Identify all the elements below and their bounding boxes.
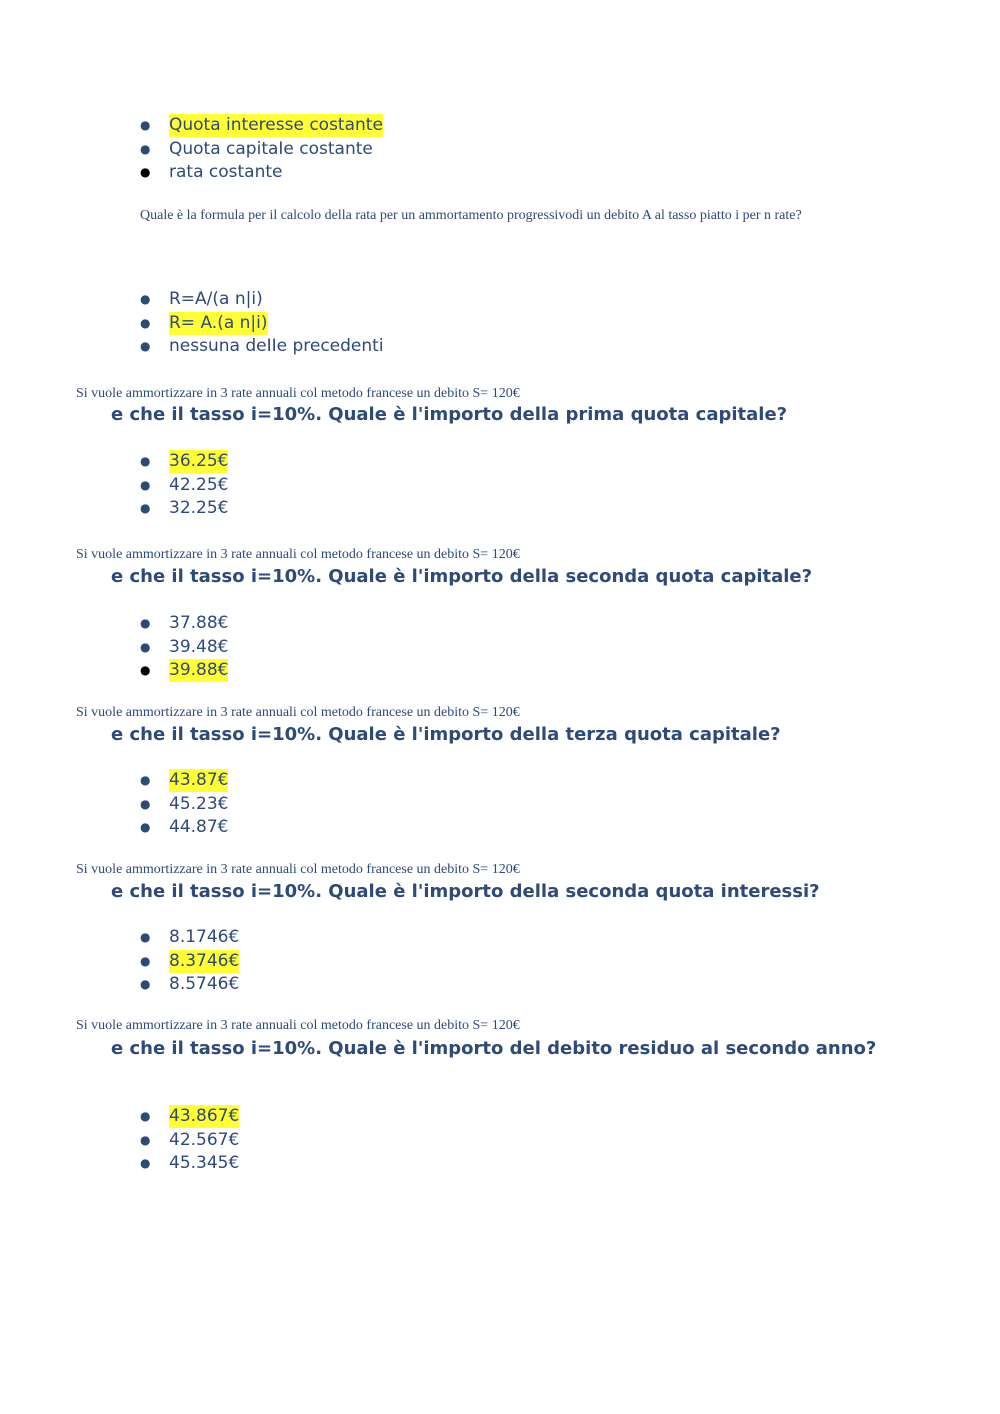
- answer-text: 39.48€: [169, 636, 229, 657]
- bullet-icon: ●: [140, 1132, 151, 1147]
- answer-text: 45.345€: [169, 1153, 240, 1173]
- bullet-icon: ●: [140, 454, 151, 468]
- answer-option: [140, 138, 383, 162]
- answer-text: nessuna deIIe precedenti: [169, 336, 384, 356]
- answer-option: [140, 335, 384, 359]
- answer-option: [140, 161, 383, 185]
- answer-text: 8.5746€: [169, 974, 240, 994]
- answer-option: [140, 1129, 239, 1153]
- answer-option: [140, 312, 384, 336]
- answer-text: 32.25€: [169, 498, 229, 518]
- bullet-icon: ●: [140, 501, 151, 515]
- bullet-icon: ●: [140, 165, 151, 179]
- bullet-icon: ●: [140, 663, 151, 677]
- answer-option: [140, 950, 239, 974]
- question-heading: e che il tasso i=10%. Quale è l'importo della seconda quota capitale?: [111, 566, 813, 587]
- answer-text: R=A/(a n|i): [169, 289, 263, 309]
- answer-text: 36.25€: [169, 451, 229, 471]
- answer-text: Quota capitaIe costante: [169, 138, 373, 159]
- bullet-icon: ●: [140, 820, 151, 834]
- question-heading: e che il tasso i=10%. Quale è l'importo della terza quota capitale?: [111, 724, 781, 745]
- answer-text: Quota interesse costante: [169, 115, 383, 135]
- answer-text: 43.867€: [169, 1106, 240, 1126]
- answer-list: [140, 114, 383, 185]
- bullet-icon: ●: [140, 1156, 151, 1170]
- bullet-icon: ●: [140, 339, 151, 353]
- question-intro: Si vuole ammortizzare in 3 rate annuali col metodo francese un debito S= 120€: [76, 1018, 520, 1033]
- bullet-icon: ●: [140, 1109, 151, 1123]
- answer-option: [140, 636, 228, 660]
- answer-list: [140, 926, 239, 997]
- question-intro: Si vuole ammortizzare in 3 rate annuali col metodo francese un debito S= 120€: [76, 547, 520, 562]
- answer-option: [140, 926, 239, 950]
- answer-text: 8.3746€: [169, 950, 240, 971]
- answer-option: [140, 973, 239, 997]
- answer-text: 39.88€: [169, 660, 229, 680]
- answer-text: 43.87€: [169, 770, 229, 790]
- answer-list: [140, 1105, 239, 1176]
- question-heading: e che il tasso i=10%. Quale è l'importo della prima quota capitale?: [111, 404, 788, 425]
- bullet-icon: ●: [140, 773, 151, 787]
- question-heading: e che il tasso i=10%. Quale è l'importo del debito residuo al secondo anno?: [111, 1038, 877, 1059]
- bullet-icon: ●: [140, 315, 151, 330]
- question-intro: Si vuole ammortizzare in 3 rate annuali col metodo francese un debito S= 120€: [76, 862, 520, 877]
- bullet-icon: ●: [140, 977, 151, 991]
- answer-option: [140, 450, 228, 474]
- answer-option: [140, 114, 383, 138]
- bullet-icon: ●: [140, 141, 151, 156]
- answer-list: [140, 769, 228, 840]
- answer-option: [140, 288, 384, 312]
- answer-option: [140, 1105, 239, 1129]
- question-text: Quale è la formula per il calcolo della rata per un ammortamento progressivodi un debito A al tasso piatto i per n rate?: [140, 208, 802, 223]
- answer-option: [140, 659, 228, 683]
- bullet-icon: ●: [140, 118, 151, 132]
- answer-option: [140, 769, 228, 793]
- question-heading: e che il tasso i=10%. Quale è l'importo della seconda quota interessi?: [111, 881, 820, 902]
- answer-text: 42.567€: [169, 1129, 240, 1150]
- answer-list: [140, 288, 384, 359]
- answer-option: [140, 793, 228, 817]
- answer-text: 37.88€: [169, 613, 229, 633]
- answer-text: rata costante: [169, 162, 283, 182]
- answer-text: 44.87€: [169, 817, 229, 837]
- question-intro: Si vuole ammortizzare in 3 rate annuali col metodo francese un debito S= 120€: [76, 705, 520, 720]
- bullet-icon: ●: [140, 796, 151, 811]
- answer-option: [140, 1152, 239, 1176]
- bullet-icon: ●: [140, 639, 151, 654]
- bullet-icon: ●: [140, 616, 151, 630]
- answer-text: 8.1746€: [169, 927, 240, 947]
- answer-text: 42.25€: [169, 474, 229, 495]
- answer-list: [140, 612, 228, 683]
- bullet-icon: ●: [140, 477, 151, 492]
- answer-text: 45.23€: [169, 793, 229, 814]
- answer-option: [140, 612, 228, 636]
- answer-text: R= A.(a n|i): [169, 312, 268, 333]
- question-intro: Si vuole ammortizzare in 3 rate annuali col metodo francese un debito S= 120€: [76, 386, 520, 401]
- answer-option: [140, 816, 228, 840]
- bullet-icon: ●: [140, 292, 151, 306]
- answer-list: [140, 450, 228, 521]
- bullet-icon: ●: [140, 930, 151, 944]
- bullet-icon: ●: [140, 953, 151, 968]
- answer-option: [140, 497, 228, 521]
- answer-option: [140, 474, 228, 498]
